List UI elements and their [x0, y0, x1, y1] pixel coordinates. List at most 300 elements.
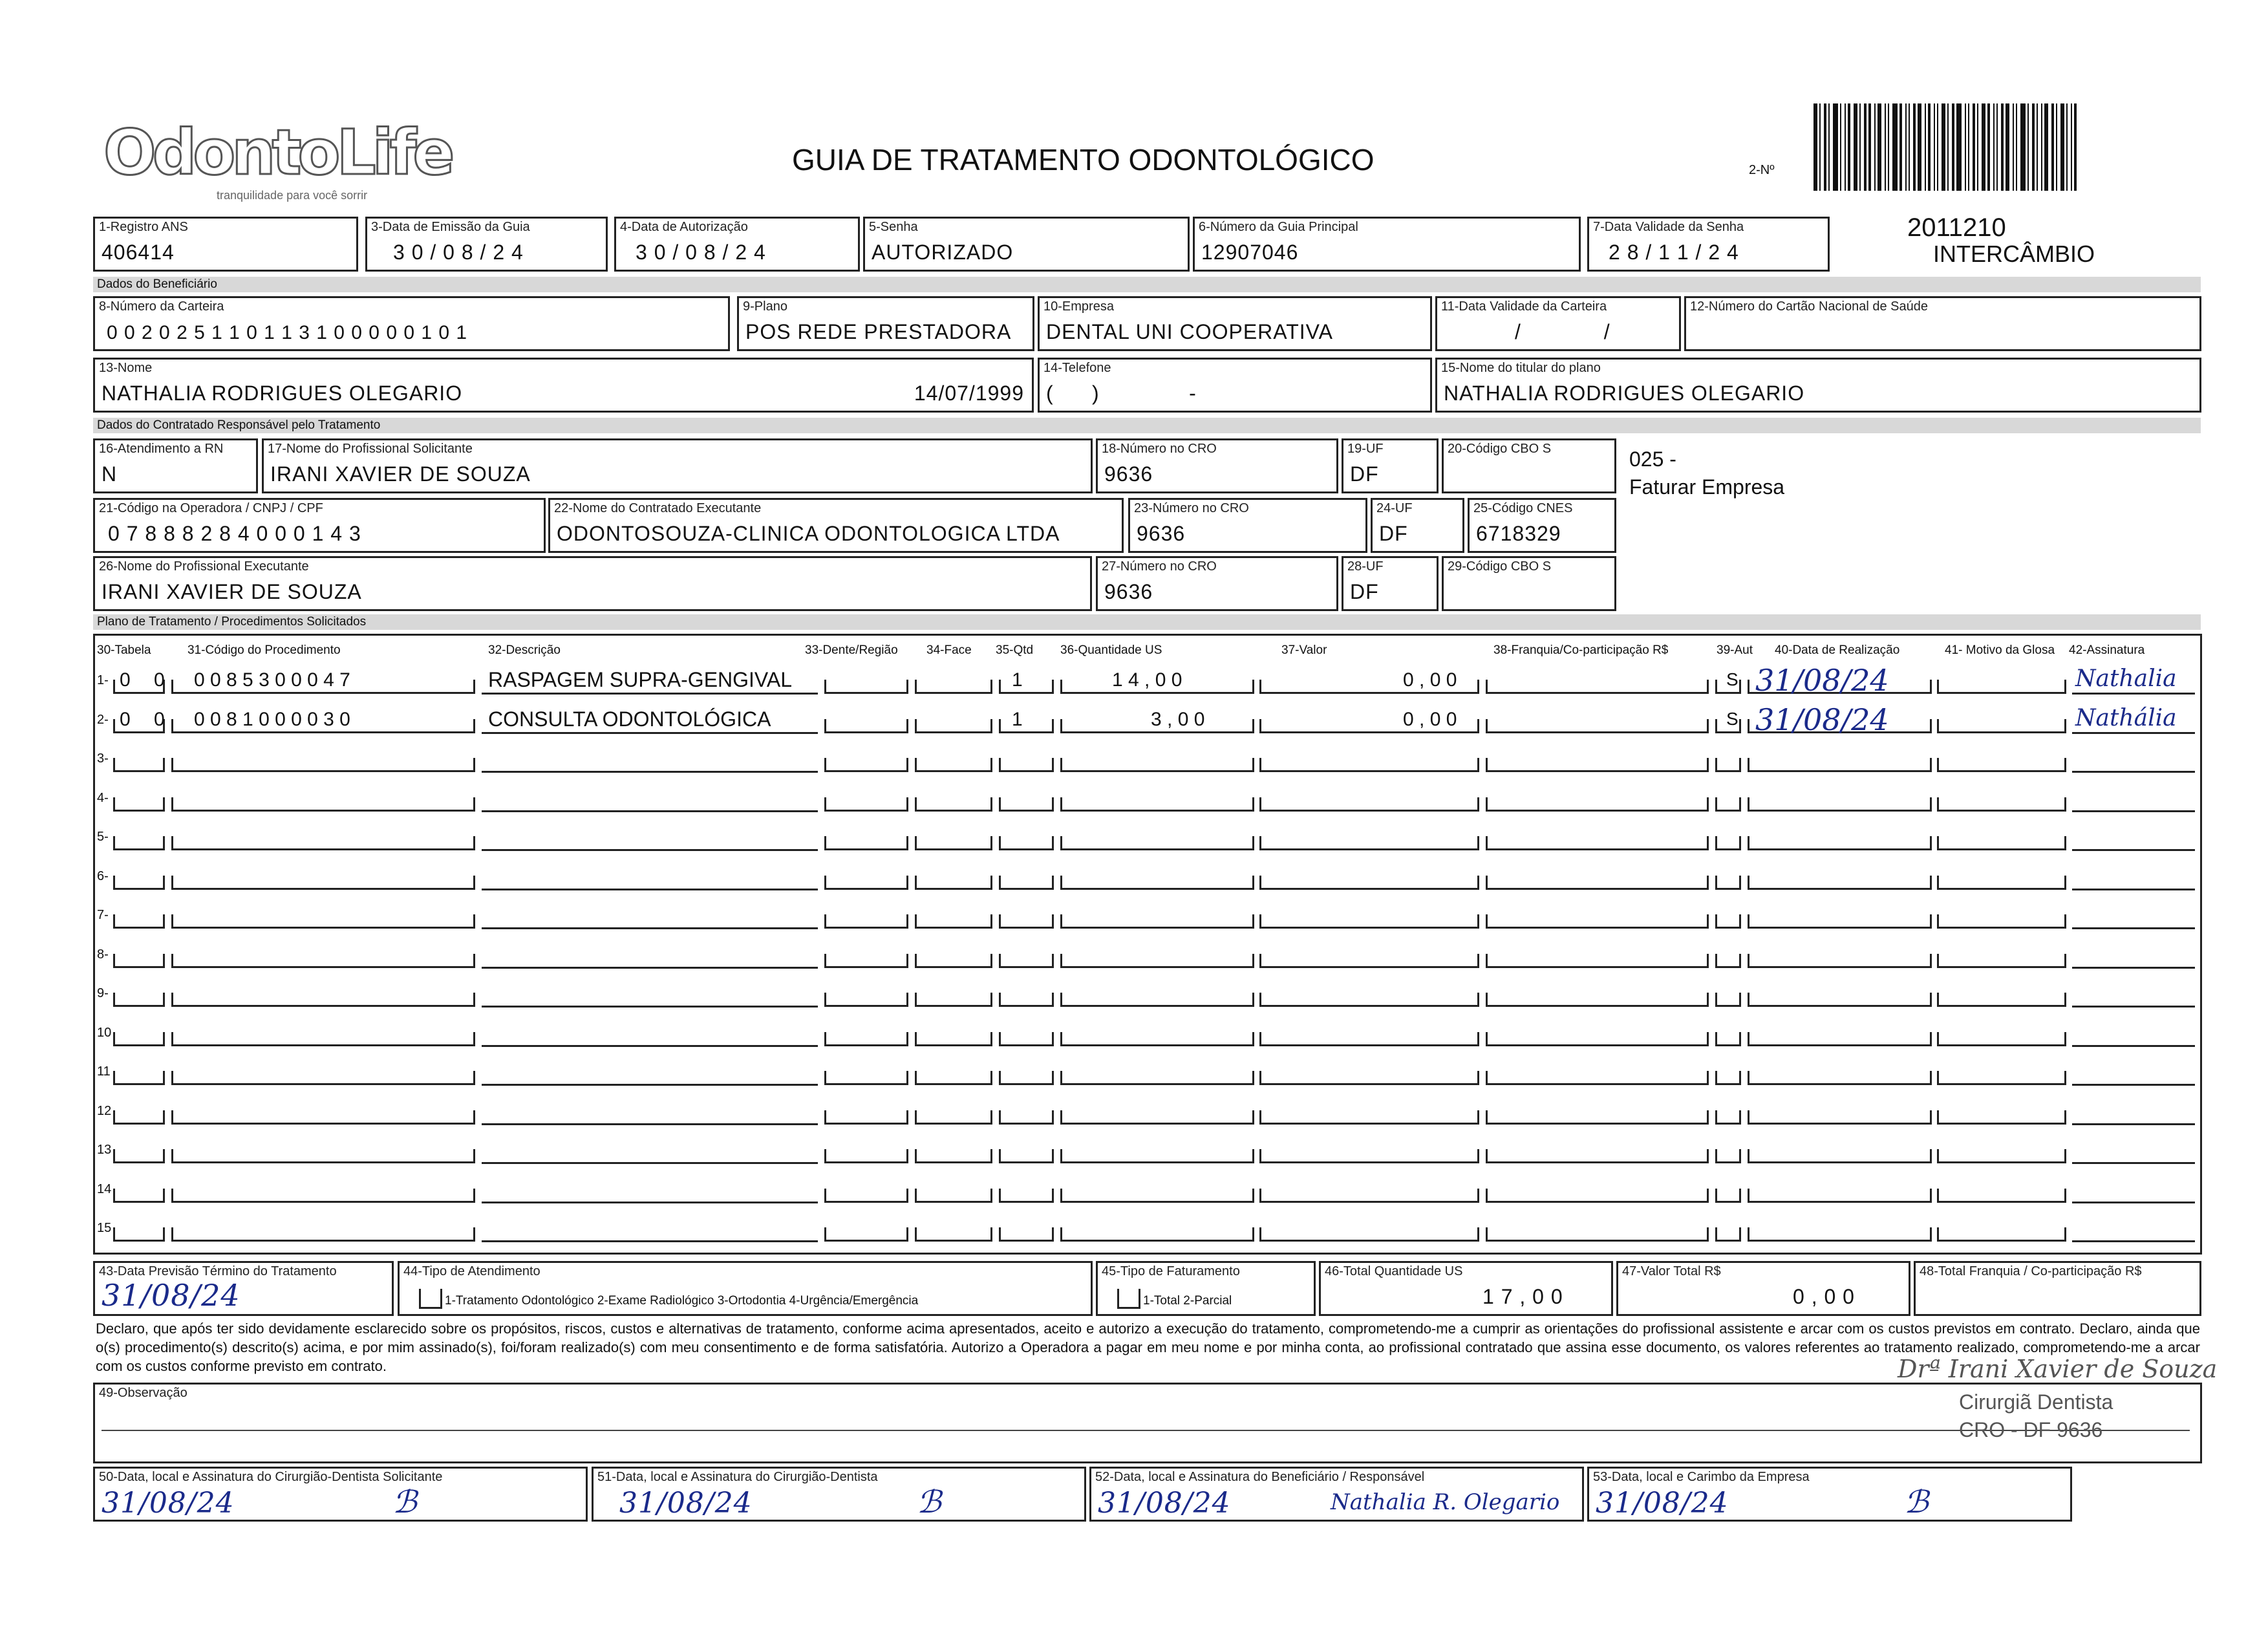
row-cell-dente[interactable]	[824, 1071, 908, 1085]
beneficiario-signature: Nathalia R. Olegario	[1331, 1489, 1560, 1515]
barcode-bar	[1909, 103, 1910, 191]
registro-ans-field[interactable]	[93, 217, 358, 272]
row-cell-tab[interactable]	[113, 1227, 165, 1242]
data-autorizacao-field[interactable]	[614, 217, 860, 272]
row-cell-dente[interactable]	[824, 719, 908, 733]
row-cell-face[interactable]	[915, 876, 992, 890]
row-cell-face[interactable]	[915, 914, 992, 929]
row-cell-dente[interactable]	[824, 797, 908, 812]
row-cell-glosa[interactable]	[1937, 797, 2066, 812]
tipo-atendimento-field[interactable]	[398, 1261, 1093, 1316]
row-cell-glosa[interactable]	[1937, 719, 2066, 733]
row-cell-aut[interactable]	[1715, 1227, 1741, 1242]
validade-carteira-value: / /	[1515, 320, 1649, 343]
tipo-faturamento-checkbox[interactable]	[1117, 1289, 1140, 1309]
numero-label: 2-Nº	[1749, 163, 1775, 177]
row-descricao-line	[482, 927, 818, 929]
header-aut: 39-Aut	[1717, 643, 1753, 657]
row-cell-tab[interactable]	[113, 1032, 165, 1046]
barcode-bar	[2027, 103, 2029, 191]
prof-exec-field[interactable]	[93, 556, 1092, 611]
guia-number: 2011210	[1907, 213, 2006, 242]
row-assinatura-line	[2072, 927, 2195, 929]
row-cell-codigo[interactable]	[171, 1227, 475, 1242]
row-cell-franquia[interactable]	[1486, 1189, 1709, 1203]
row-cell-franquia[interactable]	[1486, 797, 1709, 812]
row-cell-aut[interactable]	[1715, 1110, 1741, 1125]
row-cell-glosa[interactable]	[1937, 914, 2066, 929]
row-cell-dente[interactable]	[824, 1110, 908, 1125]
barcode-bar	[2037, 103, 2038, 191]
side-note-1: 025 -	[1629, 447, 1676, 471]
row-cell-aut[interactable]	[1715, 758, 1741, 772]
prof-solicitante-label: 17-Nome do Profissional Solicitante	[268, 442, 473, 456]
row-cell-face[interactable]	[915, 1149, 992, 1163]
cbo20-label: 20-Código CBO S	[1448, 442, 1552, 456]
row-cell-valor[interactable]	[1259, 1110, 1479, 1125]
row-cell-codigo[interactable]	[171, 1071, 475, 1085]
row-cell-tab[interactable]	[113, 797, 165, 812]
signature-mark-icon: ℬ	[1904, 1484, 1929, 1520]
barcode-bar	[2013, 103, 2014, 191]
barcode-bar	[1892, 103, 1898, 191]
row-cell-face[interactable]	[915, 758, 992, 772]
row-cell-face[interactable]	[915, 993, 992, 1007]
barcode-bar	[2056, 103, 2057, 191]
table-row[interactable]	[0, 1216, 2263, 1242]
row-cell-glosa[interactable]	[1937, 1110, 2066, 1125]
barcode-bar	[1828, 103, 1830, 191]
row-cell-face[interactable]	[915, 1227, 992, 1242]
row-data-value: 31/08/24	[1755, 702, 1889, 737]
row-cell-codigo[interactable]	[171, 914, 475, 929]
row-cell-qtd[interactable]	[999, 1110, 1054, 1125]
table-row[interactable]	[0, 1059, 2263, 1085]
row-cell-aut[interactable]	[1715, 797, 1741, 812]
validade-carteira-field[interactable]	[1435, 296, 1681, 351]
plano-label: 9-Plano	[743, 299, 787, 314]
prof-solicitante-value: IRANI XAVIER DE SOUZA	[270, 462, 531, 486]
cbo20-field[interactable]	[1442, 438, 1616, 493]
row-cell-codigo[interactable]	[171, 993, 475, 1007]
senha-field[interactable]	[863, 217, 1190, 272]
row-cell-valor[interactable]	[1259, 1227, 1479, 1242]
row-cell-codigo[interactable]	[171, 836, 475, 850]
row-cell-dente[interactable]	[824, 993, 908, 1007]
row-cell-qtd[interactable]	[999, 680, 1054, 694]
observacao-field[interactable]	[93, 1383, 2202, 1463]
row-assinatura-line	[2072, 1240, 2195, 1242]
row-assinatura-line	[2072, 693, 2195, 695]
row-cell-glosa[interactable]	[1937, 1227, 2066, 1242]
valor-total-field[interactable]	[1616, 1261, 1910, 1316]
row-cell-qtd_us[interactable]	[1060, 1189, 1254, 1203]
row-cell-tab[interactable]	[113, 876, 165, 890]
logo-tagline: tranquilidade para você sorrir	[217, 189, 368, 202]
row-cell-qtd_us[interactable]	[1060, 836, 1254, 850]
row-cell-aut[interactable]	[1715, 1189, 1741, 1203]
carimbo-empresa-field[interactable]	[1587, 1467, 2072, 1522]
row-cell-qtd[interactable]	[999, 1071, 1054, 1085]
row-cell-glosa[interactable]	[1937, 954, 2066, 968]
prof-exec-value: IRANI XAVIER DE SOUZA	[102, 580, 362, 603]
barcode-bar	[2066, 103, 2068, 191]
row-cell-glosa[interactable]	[1937, 758, 2066, 772]
header-descricao: 32-Descrição	[488, 643, 561, 657]
row-cell-data[interactable]	[1748, 836, 1932, 850]
row-cell-franquia[interactable]	[1486, 876, 1709, 890]
row-cell-qtd[interactable]	[999, 954, 1054, 968]
intercambio-label: INTERCÂMBIO	[1933, 241, 2095, 267]
cro23-field[interactable]	[1128, 498, 1367, 553]
row-cell-valor[interactable]	[1259, 954, 1479, 968]
row-cell-codigo[interactable]	[171, 1032, 475, 1046]
row-cell-data[interactable]	[1748, 1149, 1932, 1163]
row-cell-glosa[interactable]	[1937, 1071, 2066, 1085]
row-cell-face[interactable]	[915, 1071, 992, 1085]
tipo-faturamento-field[interactable]	[1096, 1261, 1316, 1316]
row-cell-dente[interactable]	[824, 680, 908, 694]
atendimento-rn-label: 16-Atendimento a RN	[99, 442, 224, 456]
row-cell-franquia[interactable]	[1486, 1227, 1709, 1242]
guia-principal-value: 12907046	[1201, 241, 1299, 264]
row-cell-dente[interactable]	[824, 1189, 908, 1203]
row-cell-franquia[interactable]	[1486, 993, 1709, 1007]
cro18-value: 9636	[1104, 462, 1153, 486]
row-cell-valor[interactable]	[1259, 993, 1479, 1007]
table-row[interactable]	[0, 746, 2263, 772]
row-cell-codigo[interactable]	[171, 758, 475, 772]
uf19-label: 19-UF	[1347, 442, 1384, 456]
row-cell-tab[interactable]	[113, 1071, 165, 1085]
table-row[interactable]	[0, 1099, 2263, 1125]
telefone-field[interactable]	[1038, 358, 1432, 413]
cro27-field[interactable]	[1096, 556, 1338, 611]
row-cell-qtd_us[interactable]	[1060, 797, 1254, 812]
row-cell-aut[interactable]	[1715, 1149, 1741, 1163]
table-row[interactable]	[0, 1177, 2263, 1203]
row-cell-valor[interactable]	[1259, 1149, 1479, 1163]
row-cell-qtd_us[interactable]	[1060, 1032, 1254, 1046]
uf24-value: DF	[1379, 522, 1408, 545]
row-qtd-us-value: 1 4 , 0 0	[1112, 669, 1182, 691]
row-qtd-value: 1	[1012, 708, 1023, 730]
header-qtd: 35-Qtd	[996, 643, 1034, 657]
row-cell-face[interactable]	[915, 836, 992, 850]
header-codigo: 31-Código do Procedimento	[187, 643, 341, 657]
table-row[interactable]	[0, 981, 2263, 1007]
barcode-bar	[1878, 103, 1881, 191]
row-cell-qtd[interactable]	[999, 719, 1054, 733]
row-data-value: 31/08/24	[1755, 663, 1889, 698]
row-cell-dente[interactable]	[824, 914, 908, 929]
row-cell-tab[interactable]	[113, 1110, 165, 1125]
barcode-bar	[1947, 103, 1949, 191]
row-cell-data[interactable]	[1748, 758, 1932, 772]
table-row[interactable]	[0, 864, 2263, 890]
row-cell-face[interactable]	[915, 1110, 992, 1125]
row-cell-qtd_us[interactable]	[1060, 1149, 1254, 1163]
table-row[interactable]	[0, 903, 2263, 929]
barcode-bar	[1868, 103, 1871, 191]
row-cell-franquia[interactable]	[1486, 680, 1709, 694]
row-cell-face[interactable]	[915, 1032, 992, 1046]
row-cell-face[interactable]	[915, 954, 992, 968]
row-cell-franquia[interactable]	[1486, 1071, 1709, 1085]
prof-exec-label: 26-Nome do Profissional Executante	[99, 559, 309, 574]
uf28-value: DF	[1350, 580, 1379, 603]
row-cell-franquia[interactable]	[1486, 836, 1709, 850]
row-cell-aut[interactable]	[1715, 914, 1741, 929]
tipo-atendimento-options: 1-Tratamento Odontológico 2-Exame Radiológico 3-Ortodontia 4-Urgência/Emergência	[445, 1294, 919, 1308]
assinatura-solicitante-label: 50-Data, local e Assinatura do Cirurgião-Dentista Solicitante	[99, 1470, 443, 1484]
observacao-line	[102, 1430, 2190, 1431]
section-beneficiario: Dados do Beneficiário	[93, 277, 2201, 292]
row-cell-franquia[interactable]	[1486, 954, 1709, 968]
table-row[interactable]	[0, 942, 2263, 968]
barcode-bar	[1833, 103, 1838, 191]
row-cell-franquia[interactable]	[1486, 1032, 1709, 1046]
row-cell-aut[interactable]	[1715, 876, 1741, 890]
row-cell-face[interactable]	[915, 797, 992, 812]
table-row[interactable]	[0, 786, 2263, 812]
row-cell-valor[interactable]	[1259, 836, 1479, 850]
row-cell-qtd[interactable]	[999, 914, 1054, 929]
table-row[interactable]	[0, 1137, 2263, 1163]
row-cell-tab[interactable]	[113, 1149, 165, 1163]
row-cell-qtd[interactable]	[999, 1032, 1054, 1046]
nome-field[interactable]	[93, 358, 1034, 413]
row-cell-valor[interactable]	[1259, 914, 1479, 929]
barcode-bar	[1977, 103, 1978, 191]
cnpj-field[interactable]	[93, 498, 546, 553]
empresa-field[interactable]	[1038, 296, 1432, 351]
row-cell-data[interactable]	[1748, 993, 1932, 1007]
row-cell-aut[interactable]	[1715, 1032, 1741, 1046]
barcode-bar	[1965, 103, 1966, 191]
header-franquia: 38-Franquia/Co-participação R$	[1493, 643, 1669, 657]
row-cell-dente[interactable]	[824, 758, 908, 772]
row-cell-franquia[interactable]	[1486, 719, 1709, 733]
total-franquia-field[interactable]	[1914, 1261, 2201, 1316]
row-cell-glosa[interactable]	[1937, 1032, 2066, 1046]
row-cell-glosa[interactable]	[1937, 876, 2066, 890]
table-row[interactable]	[0, 702, 2263, 737]
carimbo-empresa-label: 53-Data, local e Carimbo da Empresa	[1593, 1470, 1810, 1484]
row-cell-dente[interactable]	[824, 1149, 908, 1163]
row-cell-qtd[interactable]	[999, 836, 1054, 850]
row-cell-data[interactable]	[1748, 1110, 1932, 1125]
tipo-faturamento-label: 45-Tipo de Faturamento	[1102, 1264, 1240, 1278]
cro18-field[interactable]	[1096, 438, 1338, 493]
row-assinatura-line	[2072, 1084, 2195, 1086]
row-cell-valor[interactable]	[1259, 1189, 1479, 1203]
assinatura-solicitante-date: 31/08/24	[102, 1487, 235, 1520]
row-cell-qtd[interactable]	[999, 1189, 1054, 1203]
validade-senha-label: 7-Data Validade da Senha	[1593, 220, 1744, 234]
row-cell-glosa[interactable]	[1937, 836, 2066, 850]
row-cell-aut[interactable]	[1715, 836, 1741, 850]
signature-mark-icon: ℬ	[392, 1484, 417, 1520]
previsao-field[interactable]	[93, 1261, 394, 1316]
row-cell-aut[interactable]	[1715, 954, 1741, 968]
row-cell-dente[interactable]	[824, 836, 908, 850]
row-cell-data[interactable]	[1748, 954, 1932, 968]
data-emissao-field[interactable]	[365, 217, 608, 272]
row-cell-glosa[interactable]	[1937, 680, 2066, 694]
plano-field[interactable]	[737, 296, 1034, 351]
row-valor-value: 0 , 0 0	[1403, 669, 1457, 691]
row-cell-data[interactable]	[1748, 914, 1932, 929]
atendimento-rn-field[interactable]	[93, 438, 258, 493]
barcode-bar	[2041, 103, 2042, 191]
cnes-field[interactable]	[1468, 498, 1616, 553]
row-cell-codigo[interactable]	[171, 1110, 475, 1125]
row-cell-face[interactable]	[915, 680, 992, 694]
barcode-bar	[1888, 103, 1889, 191]
row-cell-tab[interactable]	[113, 836, 165, 850]
tipo-faturamento-options: 1-Total 2-Parcial	[1143, 1294, 1232, 1308]
row-number: 9-	[97, 986, 109, 1000]
header-valor: 37-Valor	[1281, 643, 1327, 657]
carteira-field[interactable]	[93, 296, 730, 351]
row-cell-franquia[interactable]	[1486, 1149, 1709, 1163]
row-assinatura-line	[2072, 810, 2195, 812]
total-us-field[interactable]	[1319, 1261, 1613, 1316]
assinatura-dentista-field[interactable]	[592, 1467, 1086, 1522]
validade-senha-value: 2 8 / 1 1 / 2 4	[1609, 241, 1739, 264]
barcode-bar	[1874, 103, 1876, 191]
row-cell-codigo[interactable]	[171, 797, 475, 812]
row-cell-franquia[interactable]	[1486, 1110, 1709, 1125]
row-cell-franquia[interactable]	[1486, 914, 1709, 929]
row-cell-qtd_us[interactable]	[1060, 876, 1254, 890]
row-cell-aut[interactable]	[1715, 1071, 1741, 1085]
row-number: 1-	[97, 673, 109, 687]
logo	[103, 116, 451, 207]
row-cell-franquia[interactable]	[1486, 758, 1709, 772]
barcode-bar	[1819, 103, 1821, 191]
row-cell-qtd[interactable]	[999, 876, 1054, 890]
row-cell-dente[interactable]	[824, 1227, 908, 1242]
barcode-bar	[1987, 103, 1990, 191]
row-cell-valor[interactable]	[1259, 797, 1479, 812]
row-cell-face[interactable]	[915, 1189, 992, 1203]
barcode-bar	[1996, 103, 1998, 191]
row-cell-qtd_us[interactable]	[1060, 1227, 1254, 1242]
row-number: 5-	[97, 830, 109, 844]
barcode-bar	[2032, 103, 2035, 191]
side-note-2: Faturar Empresa	[1629, 475, 1785, 499]
table-row[interactable]	[0, 824, 2263, 850]
row-cell-data[interactable]	[1748, 1189, 1932, 1203]
row-cell-tab[interactable]	[113, 993, 165, 1007]
uf24-field[interactable]	[1371, 498, 1464, 553]
contratado-exec-field[interactable]	[548, 498, 1124, 553]
row-cell-qtd_us[interactable]	[1060, 993, 1254, 1007]
row-cell-dente[interactable]	[824, 954, 908, 968]
row-cell-qtd[interactable]	[999, 1149, 1054, 1163]
row-cell-qtd_us[interactable]	[1060, 1071, 1254, 1085]
barcode-bar	[2020, 103, 2026, 191]
row-cell-aut[interactable]	[1715, 993, 1741, 1007]
row-cell-codigo[interactable]	[171, 876, 475, 890]
assinatura-beneficiario-field[interactable]	[1089, 1467, 1584, 1522]
row-cell-valor[interactable]	[1259, 1071, 1479, 1085]
row-cell-codigo[interactable]	[171, 954, 475, 968]
row-cell-data[interactable]	[1748, 1227, 1932, 1242]
row-cell-valor[interactable]	[1259, 876, 1479, 890]
uf19-field[interactable]	[1342, 438, 1439, 493]
row-cell-qtd[interactable]	[999, 1227, 1054, 1242]
validade-senha-field[interactable]	[1587, 217, 1830, 272]
header-tabela: 30-Tabela	[97, 643, 151, 657]
cro18-label: 18-Número no CRO	[1102, 442, 1217, 456]
barcode-bar	[1813, 103, 1817, 191]
table-row[interactable]	[0, 1020, 2263, 1046]
row-cell-data[interactable]	[1748, 876, 1932, 890]
tipo-atendimento-checkbox[interactable]	[419, 1289, 442, 1309]
data-autorizacao-value: 3 0 / 0 8 / 2 4	[636, 241, 766, 264]
barcode-bar	[1824, 103, 1826, 191]
row-cell-face[interactable]	[915, 719, 992, 733]
row-number: 8-	[97, 947, 109, 962]
row-cell-dente[interactable]	[824, 1032, 908, 1046]
row-cell-glosa[interactable]	[1937, 1189, 2066, 1203]
nome-label: 13-Nome	[99, 361, 153, 375]
prof-solicitante-field[interactable]	[262, 438, 1093, 493]
assinatura-solicitante-field[interactable]	[93, 1467, 588, 1522]
row-cell-data[interactable]	[1748, 1071, 1932, 1085]
row-cell-tab[interactable]	[113, 954, 165, 968]
row-cell-dente[interactable]	[824, 876, 908, 890]
row-descricao-line	[482, 1240, 818, 1242]
table-row[interactable]	[0, 663, 2263, 698]
row-cell-glosa[interactable]	[1937, 993, 2066, 1007]
row-descricao-line	[482, 1162, 818, 1164]
cns-field[interactable]	[1684, 296, 2201, 351]
row-cell-data[interactable]	[1748, 1032, 1932, 1046]
row-cell-qtd[interactable]	[999, 758, 1054, 772]
row-descricao-line	[482, 771, 818, 773]
carimbo-funcao: Cirurgiã Dentista	[1959, 1390, 2113, 1414]
row-cell-qtd[interactable]	[999, 797, 1054, 812]
row-cell-data[interactable]	[1748, 797, 1932, 812]
row-cell-qtd_us[interactable]	[1060, 914, 1254, 929]
row-assinatura-line	[2072, 889, 2195, 890]
row-cell-qtd_us[interactable]	[1060, 1110, 1254, 1125]
row-assinatura-line	[2072, 1123, 2195, 1125]
row-cell-qtd[interactable]	[999, 993, 1054, 1007]
carteira-value: 0 0 2 0 2 5 1 1 0 1 1 3 1 0 0 0 0 0 1 0 1	[107, 322, 468, 343]
uf28-field[interactable]	[1342, 556, 1439, 611]
row-cell-valor[interactable]	[1259, 1032, 1479, 1046]
titular-field[interactable]	[1435, 358, 2201, 413]
row-cell-codigo[interactable]	[171, 1189, 475, 1203]
row-cell-tab[interactable]	[113, 758, 165, 772]
row-cell-qtd_us[interactable]	[1060, 758, 1254, 772]
row-cell-tab[interactable]	[113, 1189, 165, 1203]
row-cell-glosa[interactable]	[1937, 1149, 2066, 1163]
row-cell-codigo[interactable]	[171, 1149, 475, 1163]
cbo29-field[interactable]	[1442, 556, 1616, 611]
guia-principal-field[interactable]	[1193, 217, 1581, 272]
row-cell-qtd_us[interactable]	[1060, 954, 1254, 968]
guia-principal-label: 6-Número da Guia Principal	[1199, 220, 1358, 234]
row-cell-valor[interactable]	[1259, 758, 1479, 772]
barcode-bar	[1913, 103, 1916, 191]
row-cell-tab[interactable]	[113, 914, 165, 929]
